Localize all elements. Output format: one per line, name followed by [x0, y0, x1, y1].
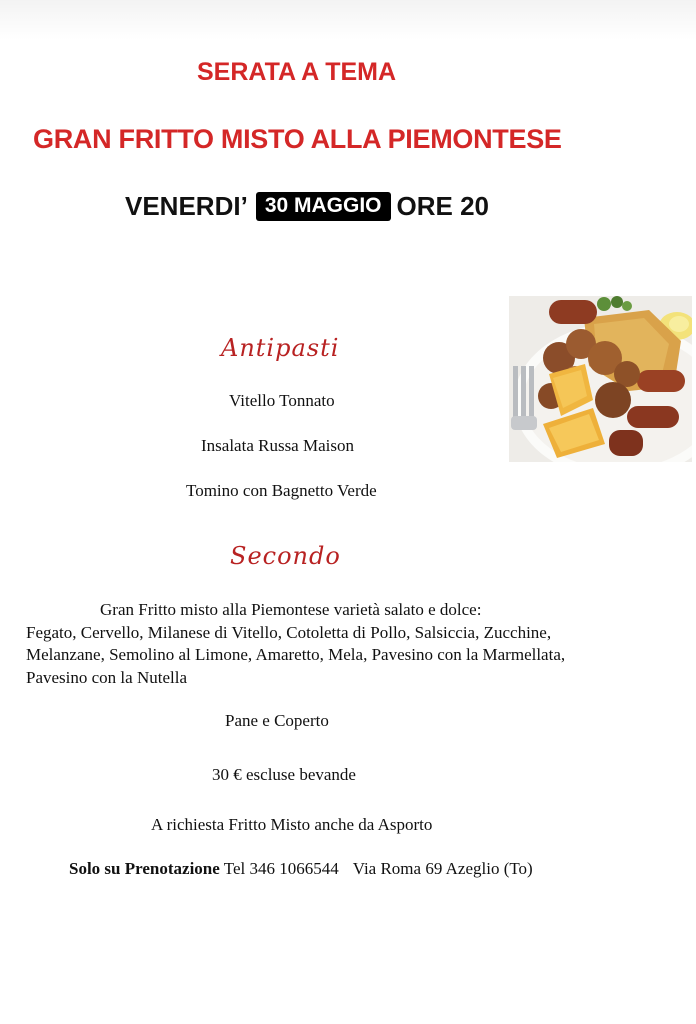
- phone-number: Tel 346 1066544: [223, 859, 339, 878]
- time-label: ORE 20: [396, 191, 490, 221]
- fried-food-photo: [509, 296, 692, 462]
- fried-food-illustration: [509, 296, 692, 462]
- secondo-line: Melanzane, Semolino al Limone, Amaretto, Mela, Pavesino con la Marmellata,: [26, 645, 566, 664]
- secondo-line: Pavesino con la Nutella: [26, 667, 187, 687]
- antipasti-title: Antipasti: [221, 334, 340, 362]
- date-badge: 30 MAGGIO: [256, 192, 391, 221]
- bread-cover-line: Pane e Coperto: [225, 711, 329, 730]
- price-line: 30 € escluse bevande: [212, 765, 356, 784]
- contact-line: [69, 859, 533, 879]
- day-label: VENERDI’: [125, 191, 248, 221]
- secondo-line: Fegato, Cervello, Milanese di Vitello, Cotoletta di Pollo, Salsiccia, Zucchine,: [26, 622, 552, 642]
- date-line: [125, 191, 489, 222]
- antipasto-item: Vitello Tonnato: [229, 391, 335, 410]
- booking-note: Solo su Prenotazione: [69, 859, 220, 878]
- secondo-description: [26, 599, 666, 689]
- takeaway-line: A richiesta Fritto Misto anche da Asporto: [151, 815, 433, 834]
- secondo-title: Secondo: [230, 542, 341, 570]
- antipasto-item: Insalata Russa Maison: [201, 436, 354, 455]
- event-type-heading: SERATA A TEMA: [197, 58, 397, 86]
- address: Via Roma 69 Azeglio (To): [352, 859, 533, 878]
- secondo-intro: Gran Fritto misto alla Piemontese varietà salato e dolce:: [100, 600, 482, 619]
- top-band: [0, 0, 696, 40]
- event-title-heading: GRAN FRITTO MISTO ALLA PIEMONTESE: [33, 124, 562, 154]
- antipasto-item: Tomino con Bagnetto Verde: [186, 481, 377, 500]
